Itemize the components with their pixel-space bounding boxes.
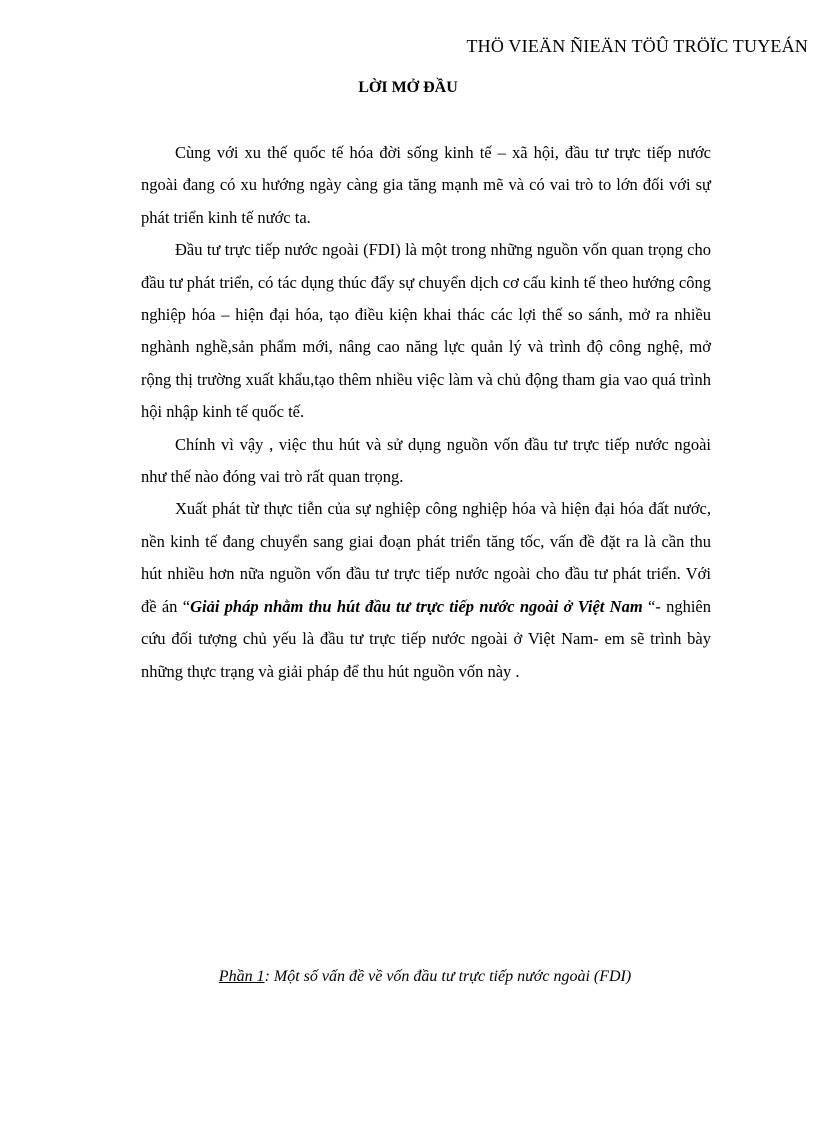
section-label: Phần 1 bbox=[218, 968, 265, 985]
paragraph-2: Đầu tư trực tiếp nước ngoài (FDI) là một trong những nguồn vốn quan trọng cho đầu tư phát triển, có tác dụng thúc đẩy sự chuyển dịch cơ cấu kinh tế theo hướng công nghiệp hóa – hiện đại hóa, tạo điều kiện khai thác các lợi thế so sánh, mở ra nhiều nghành nghề,sản phẩm mới, nâng cao năng lực quản lý và trình độ công nghệ, mở rộng thị trường xuất khẩu,tạo thêm nhiều việc làm và chủ động tham gia vao quá trình hội nhập kinh tế quốc tế. bbox=[141, 240, 711, 422]
paragraph-1: Cùng với xu thế quốc tế hóa đời sống kinh tế – xã hội, đầu tư trực tiếp nước ngoài đang có xu hướng ngày càng gia tăng mạnh mẽ và có vai trò to lớn đối với sự phát triển kinh tế nước ta. bbox=[141, 143, 711, 227]
paragraph-3: Chính vì vậy , việc thu hút và sử dụng nguồn vốn đầu tư trực tiếp nước ngoài như thế nào đóng vai trò rất quan trọng. bbox=[141, 434, 711, 487]
paragraph-4 bbox=[141, 493, 711, 687]
paragraph-4-intro: Xuất phát từ thực tiễn của sự nghiệp công nghiệp hóa và hiện đại hóa đất nước, nền kinh tế đang chuyển sang giai đoạn phát triển tăng tốc, vấn đề đặt ra là cần thu hút nhiều hơn nữa nguồn vốn đầu tư trực tiếp nước ngoài cho đầu tư phát triển. Với đề án “ bbox=[141, 499, 711, 616]
section-heading bbox=[0, 968, 816, 986]
page-title: LỜI MỞ ĐẦU bbox=[358, 79, 458, 96]
document-body bbox=[141, 137, 711, 688]
section-title: : Một số vấn đề về vốn đầu tư trực tiếp nước ngoài (FDI) bbox=[264, 968, 632, 985]
page-header: THÖ VIEÄN ÑIEÄN TÖÛ TRÖÏC TUYEÁN bbox=[466, 36, 808, 56]
paragraph-4-rest: “- nghiên cứu đối tượng chủ yếu là đầu tư trực tiếp nước ngoài ở Việt Nam- em sẽ trình bày những thực trạng và giải pháp để thu hút nguồn vốn này . bbox=[141, 596, 711, 681]
project-topic: Giải pháp nhằm thu hút đầu tư trực tiếp nước ngoài ở Việt Nam bbox=[190, 596, 643, 616]
